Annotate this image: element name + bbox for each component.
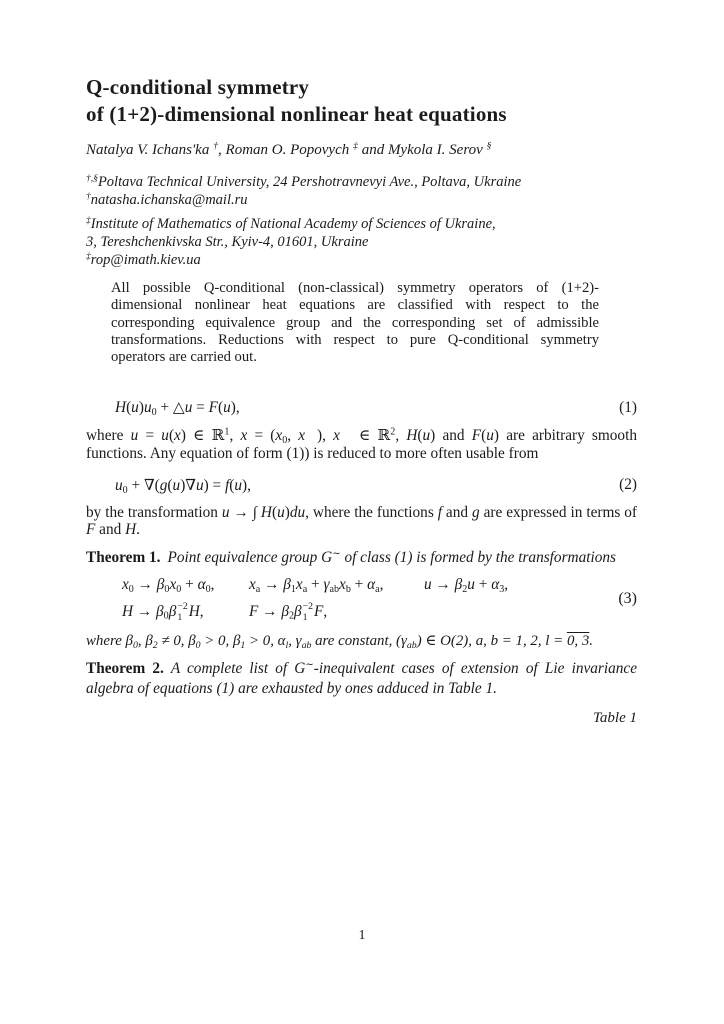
affiliation-2-line-2: 3, Tereshchenkivska Str., Kyiv-4, 01601, Ukraine [86, 234, 369, 250]
equation-1-body: $H(u)u_0$ + △u = F(u), [115, 399, 240, 419]
equation-2 [86, 476, 637, 495]
affiliation-1-email: †natasha.ichanska@mail.ru [86, 190, 248, 208]
abstract-text: All possible Q-conditional (non-classical) symmetry operators of (1+2)-dimensional nonlinear heat equations are classified with respect to the corresponding equivalence group and the corresponding set of admissible transformations. Reductions with respect to pure Q-conditional symmetry operators are carried out. [111, 280, 599, 366]
equation-3-r2c1: $H \to \beta_0\beta$ −2 1 H, [122, 600, 204, 624]
equation-3 [86, 575, 637, 624]
equation-2-body: $u_0 + \nabla(g(u)\nabla u) = f(u)$, [115, 476, 251, 496]
theorem-2 [86, 659, 637, 698]
equation-3-r2c2: $F \to \beta_2\beta$ −2 1 F, [249, 600, 328, 624]
paper-content [86, 0, 637, 727]
theorem-2-text: A complete list of G∼-inequivalent cases of extension of Lie invariance algebra of equations (1) are exhausted by ones adduced in Table 1. [86, 659, 637, 697]
theorem-1-label: Theorem 1. [86, 548, 161, 566]
page-number: 1 [358, 928, 366, 943]
theorem-2-label: Theorem 2. [86, 660, 164, 678]
equation-3-r1c3: $u \to \beta_2u + \alpha_3$, [424, 575, 509, 595]
equation-3-grid [122, 575, 508, 624]
paper-title-line-2: of (1+2)-dimensional nonlinear heat equations [86, 102, 507, 126]
equation-1 [86, 398, 637, 417]
paragraph-after-equation-3: where $\beta_0$, $\beta_2 \ne 0$, $\beta_0 > 0$, $\beta_1 > 0$, $\alpha_l$, $\gamma_{ab}$ are constant, $(\gamma_{ab})$ ∈ O(2), a, b = 1, 2, l = 0, 3. [86, 633, 594, 652]
paper-title-line-1: Q-conditional symmetry [86, 75, 310, 99]
affiliation-2-line-1: ‡Institute of Mathematics of National Academy of Sciences of Ukraine, [86, 214, 496, 232]
equation-3-r1c2: $x_a \to \beta_1x_a + \gamma_{ab}x_b + \alpha_a$, [249, 575, 384, 595]
paper-title [86, 0, 637, 128]
paragraph-after-equation-1: where u = u(x) ∈ ℝ$^1$, $x = (x_0$, x⃗), x⃗ ∈ ℝ$^2$, H(u) and F(u) are arbitrary smooth functions. Any equation of form (1)) is reduced to more often usable from [86, 426, 637, 463]
affiliation-1: †,§Poltava Technical University, 24 Pershotravnevyi Ave., Poltava, Ukraine [86, 172, 522, 190]
affiliation-2-email: ‡rop@imath.kiev.ua [86, 250, 201, 268]
table-1-caption: Table 1 [592, 710, 637, 727]
equation-3-r1c1: $x_0 \to \beta_0x_0 + \alpha_0$, [122, 575, 215, 595]
equation-3-number: (3) [618, 590, 637, 608]
theorem-1-text: Point equivalence group G∼ of class (1) is formed by the transformations [167, 548, 616, 566]
affiliation-group-1 [86, 173, 637, 209]
equation-1-number: (1) [619, 398, 637, 416]
theorem-1 [86, 549, 637, 567]
equation-2-number: (2) [619, 476, 637, 494]
authors-line: Natalya V. Ichans'ka †, Roman O. Popovych ‡ and Mykola I. Serov § [86, 140, 492, 158]
paragraph-after-equation-2: by the transformation u → ∫ H(u)du, where the functions f and g are expressed in terms of F and H. [86, 503, 637, 539]
equation-3-r2c3-empty [424, 601, 508, 624]
affiliation-group-2 [86, 215, 637, 269]
